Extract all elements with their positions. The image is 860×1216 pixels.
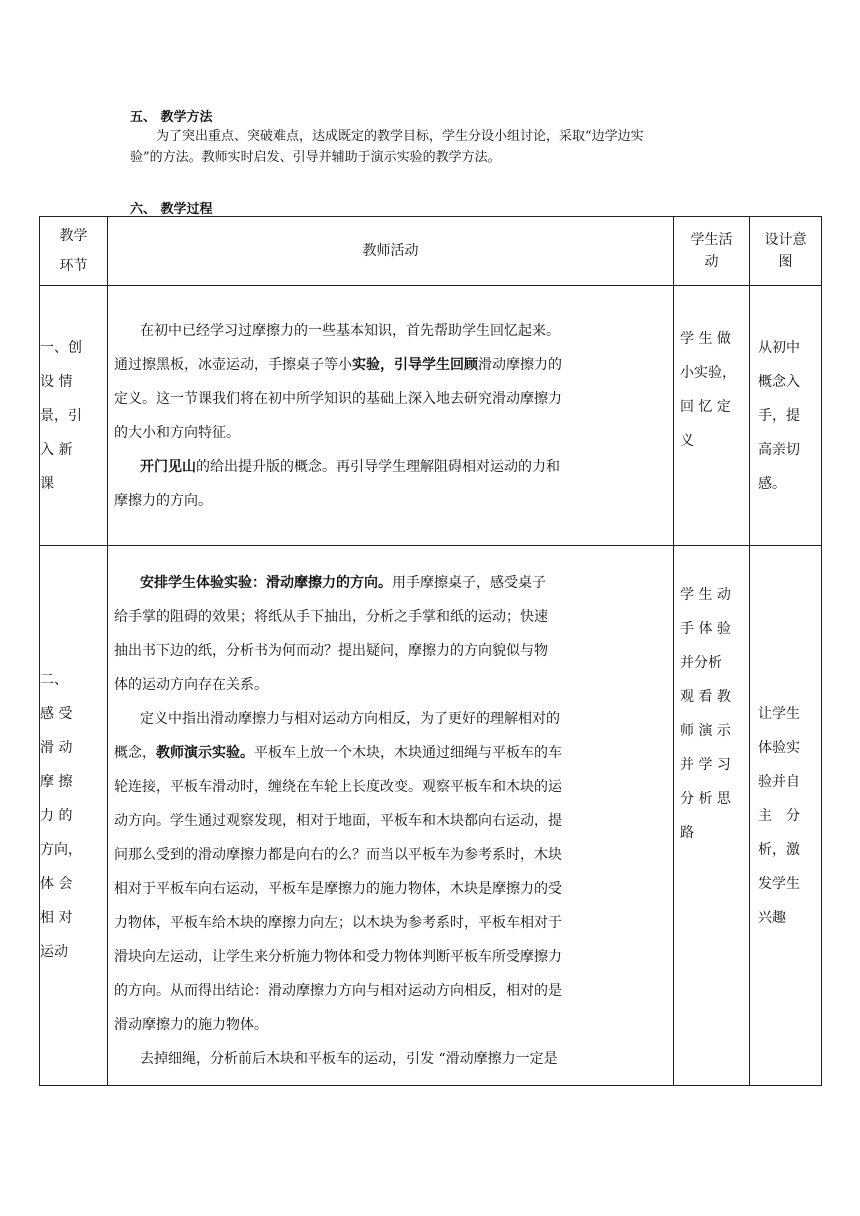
design-line: 手，提 (758, 407, 800, 424)
teacher-activity-cell (108, 286, 674, 546)
student-line: 义 (680, 433, 694, 449)
student-line: 回 忆 定 (680, 399, 731, 415)
section-5-title: 五、 教学方法 (130, 110, 213, 125)
student-line: 师 演 示 (680, 723, 731, 739)
student-line: 路 (680, 825, 694, 841)
stage-line: 入 新 (40, 441, 73, 458)
stage-line: 景，引 (40, 407, 82, 424)
stage-line: 课 (40, 475, 54, 492)
design-line: 感。 (758, 475, 786, 492)
section-5-line: 为了突出重点、突破难点，达成既定的教学目标，学生分设小组讨论，采取“边学边实 (156, 129, 644, 144)
design-line: 析，激 (758, 841, 800, 858)
design-intent-cell (750, 286, 822, 546)
teacher-activity-line: 的大小和方向特征。 (114, 424, 240, 441)
design-line: 兴趣 (758, 909, 786, 926)
teacher-activity-line: 摩擦力的方向。 (114, 492, 212, 509)
design-line: 高亲切 (758, 441, 800, 458)
teacher-activity-line: 的方向。从而得出结论：滑动摩擦力方向与相对运动方向相反，相对的是 (114, 983, 562, 999)
teacher-activity-cell (108, 546, 674, 1086)
student-line: 观 看 教 (680, 689, 731, 705)
student-line: 并 学 习 (680, 757, 731, 773)
design-line: 验并自 (758, 773, 800, 790)
teaching-process-table (39, 216, 822, 1086)
design-line: 发学生 (758, 875, 800, 892)
teacher-activity-line: 轮连接，平板车滑动时，缠绕在车轮上长度改变。观察平板车和木块的运 (114, 779, 562, 795)
stage-line: 一、创 (40, 339, 82, 356)
stage-line: 运动 (40, 943, 68, 960)
section-5-body (130, 126, 740, 168)
teacher-activity-line: 给手掌的阻碍的效果；将纸从手下抽出，分析之手掌和纸的运动；快速 (114, 609, 548, 625)
teacher-activity-line: 滑动摩擦力的施力物体。 (114, 1017, 268, 1033)
design-line: 概念入 (758, 373, 800, 390)
stage-line: 方向， (40, 841, 82, 858)
student-line: 小实验， (680, 365, 736, 381)
teacher-activity-line: 定义中指出滑动摩擦力与相对运动方向相反，为了更好的理解相对的 (140, 711, 560, 727)
table-header-row (40, 217, 822, 286)
teacher-activity-line: 安排学生体验实验：滑动摩擦力的方向。用手摩擦桌子，感受桌子 (140, 575, 546, 591)
header-stage: 教学 环节 (40, 217, 108, 286)
stage-line: 感 受 (40, 705, 73, 722)
student-line: 学 生 动 (680, 587, 731, 603)
stage-line: 二、 (40, 671, 68, 688)
stage-line: 体 会 (40, 875, 73, 892)
stage-line: 滑 动 (40, 739, 73, 756)
teacher-activity-line: 问那么受到的滑动摩擦力都是向右的么？而当以平板车为参考系时，木块 (114, 847, 562, 863)
design-line: 从初中 (758, 339, 800, 356)
stage-line: 设 情 (40, 373, 73, 390)
teacher-activity-line: 概念，教师演示实验。平板车上放一个木块，木块通过细绳与平板车的车 (114, 745, 562, 761)
teacher-activity-line: 通过擦黑板，冰壶运动，手擦桌子等小实验，引导学生回顾滑动摩擦力的 (114, 356, 562, 373)
teacher-activity-line: 开门见山的给出提升版的概念。再引导学生理解阻碍相对运动的力和 (140, 458, 560, 475)
teacher-activity-line: 滑块向左运动，让学生来分析施力物体和受力物体判断平板车所受摩擦力 (114, 949, 562, 965)
design-line: 让学生 (758, 705, 800, 722)
section-6-title: 六、 教学过程 (130, 202, 213, 217)
design-line: 主 分 (758, 807, 800, 824)
teacher-activity-line: 去掉细绳，分析前后木块和平板车的运动，引发 “滑动摩擦力一定是 (140, 1051, 558, 1067)
teacher-activity-line: 定义。这一节课我们将在初中所学知识的基础上深入地去研究滑动摩擦力 (114, 390, 562, 407)
teacher-activity-line: 力物体，平板车给木块的摩擦力向左；以木块为参考系时，平板车相对于 (114, 915, 562, 931)
stage-cell (40, 546, 108, 1086)
table-row (40, 546, 822, 1086)
header-teacher-activity: 教师活动 (108, 217, 674, 286)
stage-cell (40, 286, 108, 546)
student-line: 手 体 验 (680, 621, 731, 637)
stage-line: 力 的 (40, 807, 73, 824)
stage-line: 摩 擦 (40, 773, 73, 790)
student-activity-cell (674, 546, 750, 1086)
header-student-activity: 学生活 动 (674, 217, 750, 286)
teacher-activity-line: 在初中已经学习过摩擦力的一些基本知识，首先帮助学生回忆起来。 (140, 322, 560, 339)
teacher-activity-line: 抽出书下边的纸，分析书为何而动？提出疑问，摩擦力的方向貌似与物 (114, 643, 548, 659)
table-row (40, 286, 822, 546)
section-5-line: 验”的方法。教师实时启发、引导并辅助于演示实验的教学方法。 (130, 150, 501, 165)
student-activity-cell (674, 286, 750, 546)
teacher-activity-line: 动方向。学生通过观察发现，相对于地面，平板车和木块都向右运动，提 (114, 813, 562, 829)
design-intent-cell (750, 546, 822, 1086)
student-line: 分 析 思 (680, 791, 731, 807)
teacher-activity-line: 体的运动方向存在关系。 (114, 677, 268, 693)
design-line: 体验实 (758, 739, 800, 756)
stage-line: 相 对 (40, 909, 73, 926)
student-line: 并分析 (680, 655, 722, 671)
header-design-intent: 设计意 图 (750, 217, 822, 286)
teacher-activity-line: 相对于平板车向右运动，平板车是摩擦力的施力物体，木块是摩擦力的受 (114, 881, 562, 897)
student-line: 学 生 做 (680, 331, 731, 347)
